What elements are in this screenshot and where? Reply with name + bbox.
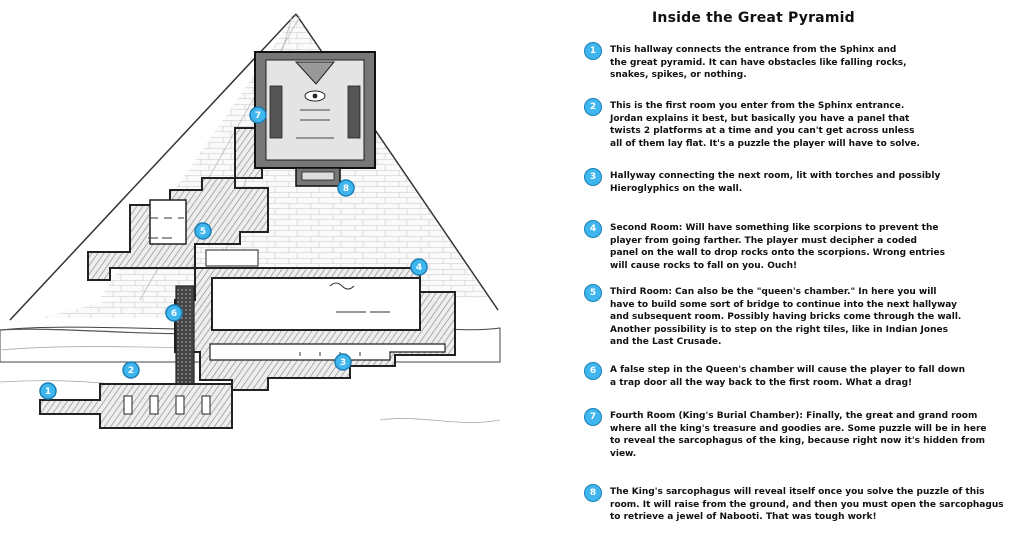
note-number-badge: 1 — [584, 42, 602, 60]
note-text: Hallyway connecting the next room, lit with torches and possibly Hieroglyphics on the wall. — [610, 171, 941, 194]
note-text: The King's sarcophagus will reveal itself once you solve the puzzle of this room. It will raise from the ground, and then you must open the sarcophagus to retrieve a jewel of Nabooti. That was tough work! — [610, 487, 1004, 523]
map-pin-7 — [250, 107, 266, 123]
first-room — [40, 384, 232, 428]
kings-chamber — [255, 52, 375, 186]
map-pin-4 — [411, 259, 427, 275]
map-pin-8 — [338, 180, 354, 196]
note-number-badge: 6 — [584, 362, 602, 380]
map-pin-label: 6 — [170, 309, 178, 320]
map-pin-3 — [335, 354, 351, 370]
note-number-badge: 5 — [584, 284, 602, 302]
map-pin-label: 7 — [254, 111, 262, 122]
map-pin-label: 8 — [342, 184, 350, 195]
map-pin-6 — [166, 305, 182, 321]
note-number-badge: 7 — [584, 408, 602, 426]
map-pin-label: 2 — [127, 366, 135, 377]
map-pin-1 — [40, 383, 56, 399]
note-number-badge: 4 — [584, 220, 602, 238]
note-number-badge: 3 — [584, 168, 602, 186]
map-pin-label: 4 — [415, 263, 423, 274]
note-text: Second Room: Will have something like scorpions to prevent the player from going farther. The player must decipher a coded panel on the wall to drop rocks onto the scorpions. Wrong entries will cause rocks to fall on you. Ouch! — [610, 223, 945, 271]
map-pin-label: 5 — [199, 227, 207, 238]
map-pin-5 — [195, 223, 211, 239]
map-pin-label: 3 — [339, 358, 347, 369]
map-pin-label: 1 — [44, 387, 52, 398]
page-title: Inside the Great Pyramid — [652, 10, 855, 26]
note-number-badge: 2 — [584, 98, 602, 116]
note-number-badge: 8 — [584, 484, 602, 502]
map-pin-2 — [123, 362, 139, 378]
note-text: This is the first room you enter from the Sphinx entrance. Jordan explains it best, but basically you have a panel that twists 2 platforms at a time and you can't get across unless all of them lay flat. It's a puzzle the player will have to solve. — [610, 101, 920, 149]
note-text: Fourth Room (King's Burial Chamber): Finally, the great and grand room where all the king's treasure and goodies are. Some puzzle will be in here to reveal the sarcophagus of the king, because right now it's hidden from view. — [610, 411, 987, 459]
trap-door-shaft — [176, 286, 194, 390]
note-text: Third Room: Can also be the "queen's chamber." In here you will have to build some sort of bridge to continue into the next hallyway and subsequent room. Possibly having bricks come through the wall. Another possibility is to step on the right tiles, like in Indian Jones and the Last Crusade. — [610, 287, 962, 348]
note-text: A false step in the Queen's chamber will cause the player to fall down a trap door all the way back to the first room. What a drag! — [610, 365, 966, 388]
note-text: This hallway connects the entrance from the Sphinx and the great pyramid. It can have obstacles like falling rocks, snakes, spikes, or nothing. — [610, 45, 907, 81]
